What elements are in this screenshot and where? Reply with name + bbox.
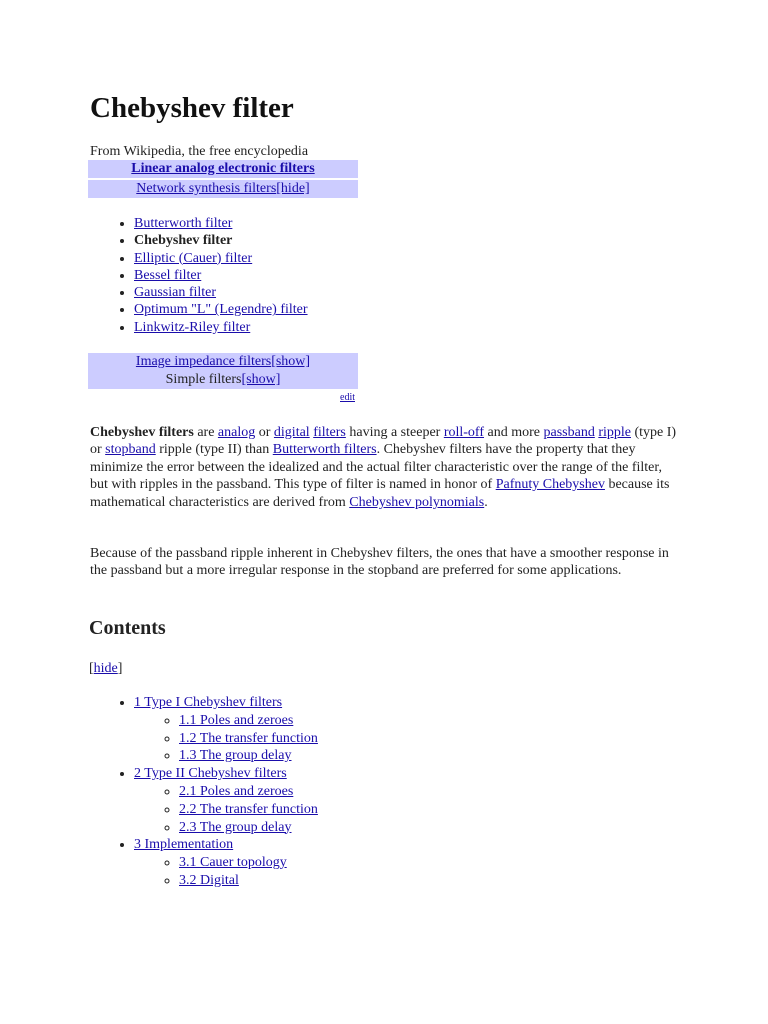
toc-link-3[interactable]: 3 Implementation [134,837,234,853]
navbox-item-bessel [134,267,394,284]
linkwitz-riley-filter-link[interactable]: Linkwitz-Riley filter [134,319,251,335]
toc-subsection [179,783,534,801]
toc-link-2-3[interactable]: 2.3 The group delay [179,819,292,835]
navbox-item-elliptic [134,250,394,267]
second-paragraph: Because of the passband ripple inherent in Chebyshev filters, the ones that have a smoother response in the passband but a more irregular response in the stopband are preferred for some applications. [90,546,669,579]
toc-link-2-2[interactable]: 2.2 The transfer function [179,801,318,817]
page-title: Chebyshev filter [90,92,294,124]
navbox-heading [88,160,358,178]
filters-link[interactable]: filters [313,425,346,440]
analog-link[interactable]: analog [217,425,256,440]
simple-show-toggle[interactable]: [show] [241,372,281,387]
image-impedance-link[interactable]: Image impedance filters [135,354,272,369]
intro-term: Chebyshev filters [90,425,194,440]
site-tagline: From Wikipedia, the free encyclopedia [90,144,309,159]
toc-link-1[interactable]: 1 Type I Chebyshev filters [134,695,283,710]
navbox-heading-link[interactable]: Linear analog electronic filters [131,161,315,176]
pafnuty-chebyshev-link[interactable]: Pafnuty Chebyshev [495,477,605,493]
navbox-filter-list [134,215,394,336]
toc-link-2[interactable]: 2 Type II Chebyshev filters [134,766,287,782]
roll-off-link[interactable]: roll-off [443,425,485,440]
navbox-edit-link[interactable]: edit [340,392,355,403]
toc-subsection [179,819,534,837]
contents-heading: Contents [89,617,166,639]
toc-section-3 [134,836,534,889]
toc-link-2-1[interactable]: 2.1 Poles and zeroes [179,783,294,799]
network-hide-toggle[interactable]: [hide] [276,181,310,196]
table-of-contents [134,694,534,890]
simple-filters-label: Simple filters [165,372,242,387]
toc-link-1-2[interactable]: 1.2 The transfer function [179,730,318,746]
navbox-item-butterworth [134,215,394,232]
navbox-image-group [88,353,358,371]
gaussian-filter-link[interactable]: Gaussian filter [134,285,217,301]
navbox-network-group [88,180,358,198]
navbox-item-gaussian [134,284,394,301]
toc-section-2 [134,765,534,836]
butterworth-filter-link[interactable]: Butterworth filter [134,216,233,231]
toc-subsection [179,854,534,872]
navbox-item-chebyshev: • Chebyshev filter [134,232,394,249]
intro-paragraph: Chebyshev filters are analog or digital filters having a steeper roll-off and more passband ripple (type I) or stopband ripple (type II) than Butterworth filters. Chebyshev filters have the property that they minimize the error between the idealized and the actual filter characteristic over the range of the filter, but with ripples in the passband. This type of filter is named in honor of Pafnuty Chebyshev because its mathematical characteristics are derived from Chebyshev polynomials. [90,425,677,510]
navbox-item-optimum-l [134,301,394,318]
toc-link-3-2[interactable]: 3.2 Digital [179,872,239,888]
toc-subsection [179,747,534,765]
toc-subsection [179,712,534,730]
digital-link[interactable]: digital [273,425,310,440]
toc-link-3-1[interactable]: 3.1 Cauer topology [179,855,287,871]
navbox-simple-group [88,371,358,389]
toc-subsection [179,730,534,748]
toc-link-1-3[interactable]: 1.3 The group delay [179,748,292,764]
stopband-link[interactable]: stopband [105,442,156,458]
contents-hide-toggle: [hide] [89,661,123,676]
elliptic-filter-link[interactable]: Elliptic (Cauer) filter [134,250,253,266]
filters-navbox [88,160,358,387]
butterworth-filters-link[interactable]: Butterworth filters [272,442,377,458]
contents-hide-link[interactable]: hide [93,661,118,676]
bessel-filter-link[interactable]: Bessel filter [134,267,202,283]
navbox-item-linkwitz-riley [134,319,394,336]
chebyshev-polynomials-link[interactable]: Chebyshev polynomials [349,494,485,510]
toc-subsection [179,801,534,819]
optimum-l-filter-link[interactable]: Optimum "L" (Legendre) filter [134,302,308,318]
ripple-link[interactable]: ripple [598,425,631,440]
network-synthesis-link[interactable]: Network synthesis filters [136,181,277,196]
toc-subsection [179,872,534,890]
image-show-toggle[interactable]: [show] [271,354,311,369]
toc-link-1-1[interactable]: 1.1 Poles and zeroes [179,712,294,728]
toc-section-1 [134,694,534,765]
passband-link[interactable]: passband [543,425,595,440]
